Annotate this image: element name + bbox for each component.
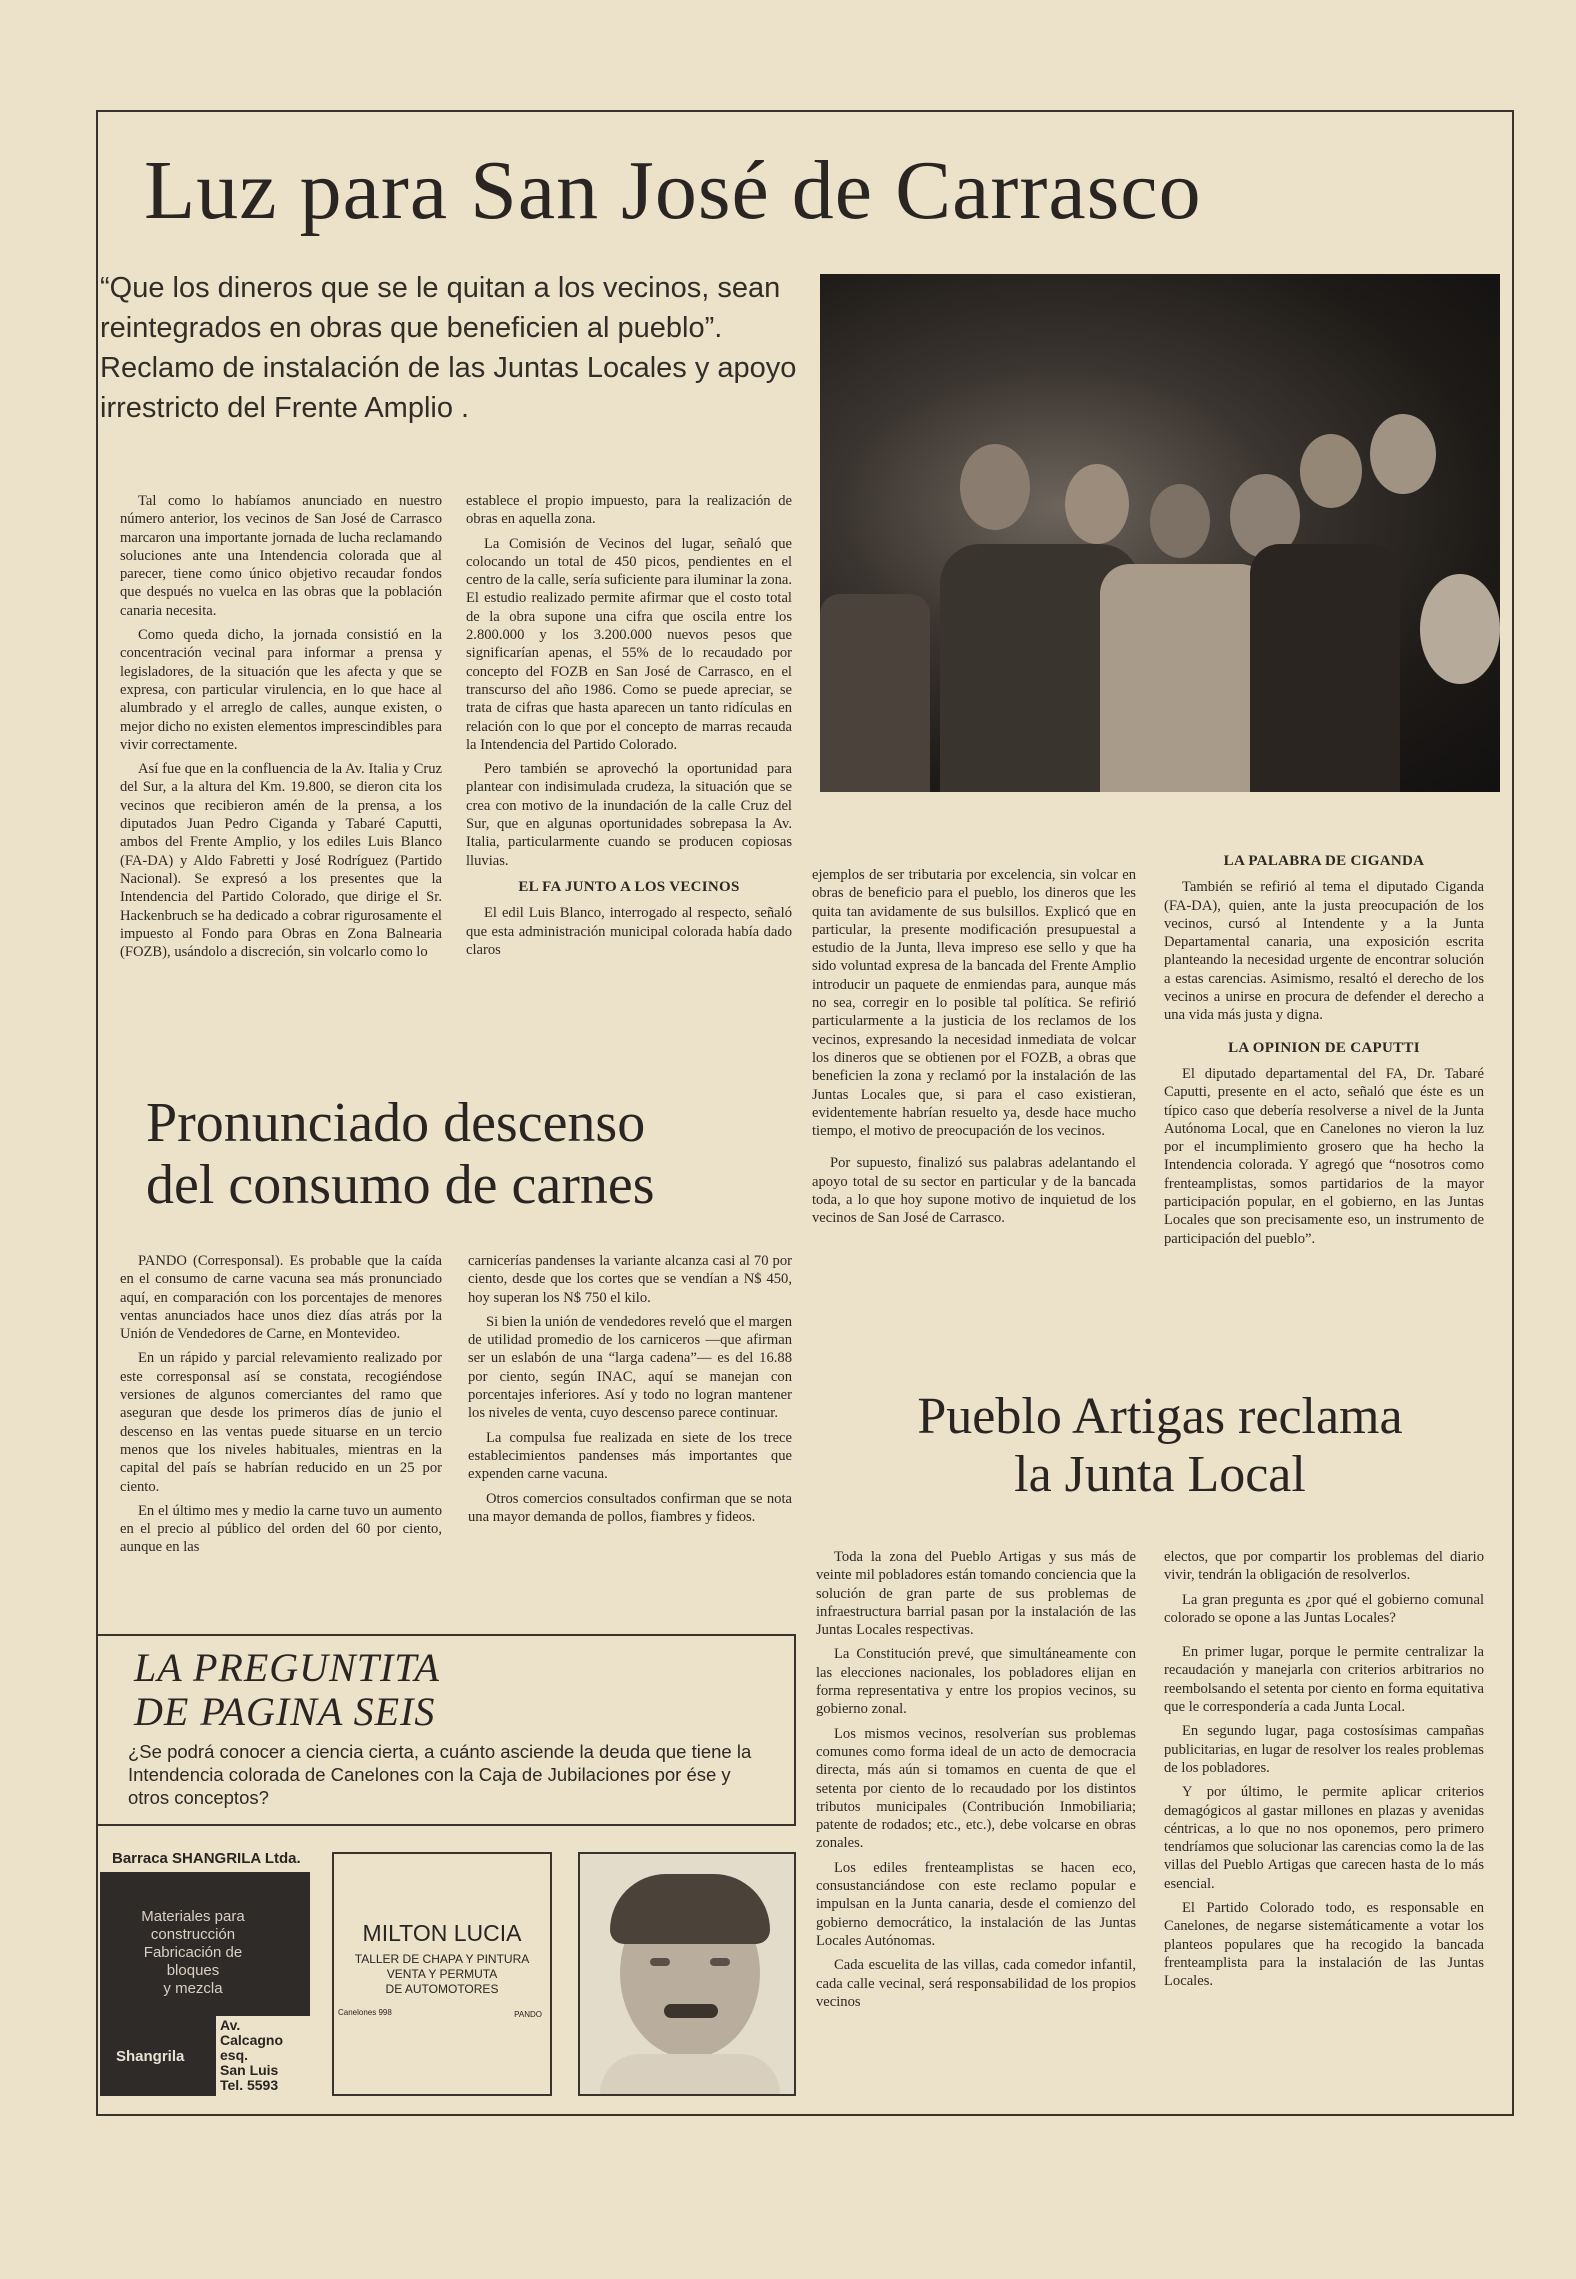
- preguntita-text: ¿Se podrá conocer a ciencia cierta, a cuánto asciende la deuda que tiene la Intendencia colorada de Canelones con la Caja de Jubilaciones por ése y otros conceptos?: [128, 1741, 752, 1808]
- artigas-headline-line1: Pueblo Artigas reclama: [917, 1388, 1403, 1445]
- shangrila-logo-text: Shangrila: [116, 2048, 185, 2065]
- main-col2-tail: El edil Luis Blanco, interrogado al respecto, señaló que esta administración municipal colorada había dado claros: [466, 905, 792, 958]
- main-col2-p2: La Comisión de Vecinos del lugar, señaló que colocando un total de 450 picos, pendientes en el centro de la calle, sería suficiente para iluminar la zona. El estudio realizado permite afirmar que el costo total de la obra supone una cifra que oscila entre los 2.800.000 y los 3.200.000 nuevos pesos que significarían apenas, el 55% de lo recaudado por concepto del FOZB en San José de Carrasco, en el transcurso del año 1986. Como se puede apreciar, se trata de cifras que hasta aparecen un tanto ridículas en relación con lo que por el concepto de marras recauda la Intendencia del Partido Colorado.: [466, 535, 792, 753]
- carnes-headline: [146, 1092, 654, 1216]
- preguntita-title-line2: DE PAGINA SEIS: [134, 1689, 436, 1734]
- shangrila-line3: Fabricación de: [143, 1944, 243, 1961]
- main-article-col4: [1164, 852, 1484, 1254]
- artigas-col1-p3: Los mismos vecinos, resolverían sus problemas comunes como forma ideal de un acto de democracia directa, más aún si tomamos en cuenta de que el setenta por ciento de lo recaudado por los distintos tributos municipales (Contribución Inmobiliaria; patente de rodados; etc., etc.), debe volcarse en obras zonales.: [816, 1725, 1136, 1852]
- artigas-col2-p3: En primer lugar, porque le permite centralizar la recaudación y manejarla con criterios arbitrarios no reembolsando el setenta por ciento en forma equitativa que le correspondería a cada Junta Local.: [1164, 1644, 1484, 1716]
- shangrila-phone: Tel. 5593: [220, 2077, 279, 2093]
- artigas-col2-p6: El Partido Colorado todo, es responsable en Canelones, de negarse sistemáticamente a votar los planteos populares que ha recogido la bancada frenteamplista para la instalación de las Juntas Locales.: [1164, 1900, 1484, 1990]
- carnes-col2: [468, 1252, 792, 1532]
- artigas-col2-p2: La gran pregunta es ¿por qué el gobierno comunal colorado se opone a las Juntas Locales?: [1164, 1591, 1484, 1626]
- carnes-col1-p1: PANDO (Corresponsal). Es probable que la caída en el consumo de carne vacuna sea más pronunciado aquí, en comparación con los porcentajes de menores ventas anunciados hace unos diez días atrás por la Unión de Vendedores de Carne, en Montevideo.: [120, 1253, 442, 1343]
- artigas-headline-line2: la Junta Local: [1014, 1446, 1306, 1503]
- carnes-col2-p4: Otros comercios consultados confirman que se nota una mayor demanda de pollos, fiambres y fideos.: [468, 1490, 792, 1525]
- main-col1-p3: Así fue que en la confluencia de la Av. Italia y Cruz del Sur, a la altura del Km. 19.800, se dieron cita los vecinos que recibieron amén de la prensa, a los diputados Juan Pedro Ciganda y Tabaré Caputti, ambos del Frente Amplio, y los ediles Luis Blanco (FA-DA) y Aldo Fabretti y José Rodríguez (Partido Nacional). Se expresó a los presentes que la Intendencia del Partido Colorado, que dirige el Sr. Hackenbruch se ha dedicado a cobrar rigurosamente el impuesto al Fondo para Obras en Zona Balnearia (FOZB), usándolo a discreción, sin volcarlo como lo: [120, 761, 442, 961]
- milton-name: MILTON LUCIA: [362, 1920, 522, 1946]
- shangrila-addr1: Av.: [220, 2017, 241, 2033]
- main-col3-p2: Por supuesto, finalizó sus palabras adelantando el apoyo total de su sector en particular y de la bancada toda, a lo que hoy supone motivo de inquietud de los vecinos de San José de Carrasco.: [812, 1155, 1136, 1227]
- artigas-col1-p5: Cada escuelita de las villas, cada comedor infantil, cada calle vecinal, será responsabilidad de los propios vecinos: [816, 1957, 1136, 2010]
- carnes-col2-p3: La compulsa fue realizada en siete de los trece establecimientos pandenses más importantes que expenden carne vacuna.: [468, 1429, 792, 1483]
- main-col1-p2: Como queda dicho, la jornada consistió en la concentración vecinal para informar a prensa y legisladores, de la situación que les afecta y que se expresa, con particular virulencia, en lo que hace al alumbrado y el arreglo de calles, aunque existen, o mejor dicho no existen elementos imprescindibles para vivir correctamente.: [120, 627, 442, 753]
- artigas-col1: [816, 1548, 1136, 2017]
- main-col2-p1: establece el propio impuesto, para la realización de obras en aquella zona.: [466, 493, 792, 528]
- milton-line3: DE AUTOMOTORES: [385, 1982, 499, 1996]
- milton-lines: [338, 1952, 546, 1997]
- main-col1-p1: Tal como lo habíamos anunciado en nuestro número anterior, los vecinos de San José de Carrasco marcaron una importante jornada de lucha reclamando soluciones ante una Intendencia colorada que al parecer, tiene como único objetivo recaudar fondos que después no vuelca en las obras que la población canaria necesita.: [120, 493, 442, 619]
- shangrila-addr4: San Luis: [220, 2062, 279, 2078]
- subhead-caputti: LA OPINION DE CAPUTTI: [1228, 1039, 1420, 1056]
- main-article-col2: [466, 492, 792, 965]
- crowd-photo: [820, 274, 1500, 792]
- carnes-col2-p1: carnicerías pandenses la variante alcanza casi al 70 por ciento, desde que los cortes que se vendían a N$ 450, hoy superan los N$ 750 el kilo.: [468, 1253, 792, 1306]
- carnes-col1-p3: En el último mes y medio la carne tuvo un aumento en el precio al público del orden del 60 por ciento, aunque en las: [120, 1502, 442, 1556]
- milton-small-right: PANDO: [514, 2010, 542, 2019]
- shangrila-line1: Materiales para: [141, 1908, 245, 1925]
- milton-lucia-ad: [332, 1852, 552, 2096]
- carnes-headline-line1: Pronunciado descenso: [146, 1092, 646, 1154]
- milton-small-left: Canelones 998: [338, 2008, 392, 2017]
- shangrila-ad-lines: [100, 1908, 286, 1998]
- main-col4-p2: El diputado departamental del FA, Dr. Tabaré Caputti, presente en el acto, señaló que éste es un típico caso que debería resolverse a nivel de la Junta Autónoma Local, que en Canelones no vieron la luz por el incumplimiento grosero que ha hecho la Intendencia colorada. Y agregó que “nosotros como frenteamplistas, somos partidarios de la mayor participación popular, en el gobierno, en las Juntas Locales que son precisamente eso, un instrumento de participación del pueblo”.: [1164, 1065, 1484, 1247]
- main-article-col1: [120, 492, 442, 967]
- artigas-col1-p1: Toda la zona del Pueblo Artigas y sus más de veinte mil pobladores están tomando conciencia que la solución de gran parte de sus problemas de infraestructura barrial pasan por la instalación de las Juntas Locales respectivas.: [816, 1549, 1136, 1639]
- artigas-col2-p4: En segundo lugar, paga costosísimas campañas publicitarias, en lugar de resolver los reales problemas de los pobladores.: [1164, 1723, 1484, 1776]
- shangrila-line5: y mezcla: [163, 1980, 223, 1997]
- subhead-ciganda: LA PALABRA DE CIGANDA: [1223, 853, 1425, 869]
- shangrila-line2: construcción: [150, 1926, 236, 1943]
- milton-line2: VENTA Y PERMUTA: [386, 1967, 498, 1981]
- preguntita-title: [134, 1646, 440, 1734]
- preguntita-title-line1: LA PREGUNTITA: [134, 1645, 440, 1690]
- carnes-col1: [120, 1252, 442, 1563]
- main-article-col3: [812, 866, 1136, 1234]
- artigas-col2: [1164, 1548, 1484, 1997]
- shangrila-addr3: esq.: [220, 2047, 249, 2063]
- milton-line1: TALLER DE CHAPA Y PINTURA: [354, 1952, 530, 1966]
- main-col4-p1: También se refirió al tema el diputado Ciganda (FA-DA), quien, ante la justa preocupación de los vecinos, cursó al Intendente y a la Junta Departamental canaria, una exposición escrita planteando la necesidad urgente de encontrar solución a estas carencias. Asimismo, resaltó el derecho de los vecinos a unirse en procura de defender el derecho a una vida más justa y digna.: [1164, 879, 1484, 1024]
- carnes-col1-p2: En un rápido y parcial relevamiento realizado por este corresponsal así se constata, recogiéndose versiones de algunos comerciantes del ramo que aseguran que desde los primeros días de junio el descenso en las ventas puede situarse en un tercio menos que los niveles habituales, mientras en la capital del país se habrían reducido en un 25 por ciento.: [120, 1350, 442, 1495]
- preguntita-box: [96, 1634, 796, 1826]
- main-headline: Luz para San José de Carrasco: [144, 144, 1202, 237]
- artigas-headline: [820, 1388, 1500, 1504]
- artigas-col1-p2: La Constitución prevé, que simultáneamente con las elecciones nacionales, los pobladores elijan en forma representativa y entre los propios vecinos, su gobierno zonal.: [816, 1646, 1136, 1718]
- artigas-col2-p1: electos, que por compartir los problemas del diario vivir, tendrán la obligación de resolverlos.: [1164, 1549, 1484, 1584]
- main-col3-p1: ejemplos de ser tributaria por excelencia, sin volcar en obras de beneficio para el pueblo, los dineros que les quita tan avidamente de sus bulsillos. Explicó que en particular, la presente modificación presupuestal a estudio de la Junta, lleva impreso ese sello y que ha sido voluntad expresa de la bancada del Frente Amplio introducir un paquete de enmiendas para, aunque más no sea, corregir en lo posible tal política. Se refirió particularmente a la justicia de los reclamos de los vecinos, expresando la necesidad inmediata de volcar los dineros que se obtienen por el FOZB, a obras que beneficien la zona y reclamó por la instalación de las Juntas Locales que, si para el caso existieran, evidentemente habrían resuelto ya, desde hace mucho tiempo, el motivo de preocupación de los vecinos.: [812, 867, 1136, 1140]
- carnes-col2-p2: Si bien la unión de vendedores reveló que el margen de utilidad promedio de los carniceros —que afirman ser un eslabón de una “larga cadena”— es del 16.88 por ciento, según INAC, aquí se manejan con porcentajes inferiores. Así y todo no logran mantener los niveles de venta, cuyo descenso parece continuar.: [468, 1313, 792, 1422]
- shangrila-addr2: Calcagno: [220, 2032, 284, 2048]
- main-col2-p3: Pero también se aprovechó la oportunidad para plantear con indisimulada crudeza, la situación que se crea con motivo de la inundación de la calle Cruz del Sur, que en algunas oportunidades sobrepasa la Av. Italia, particularmente cuando se producen copiosas lluvias.: [466, 761, 792, 869]
- subhead-fa-vecinos: EL FA JUNTO A LOS VECINOS: [518, 878, 740, 895]
- shangrila-address: [216, 2016, 310, 2096]
- portrait-photo: [578, 1852, 796, 2096]
- main-deck: “Que los dineros que se le quitan a los vecinos, sean reintegrados en obras que beneficien al pueblo”. Reclamo de instalación de las Juntas Locales y apoyo irrestricto del Frente Amplio .: [100, 272, 797, 424]
- carnes-headline-line2: del consumo de carnes: [146, 1154, 655, 1216]
- artigas-col1-p4: Los ediles frenteamplistas se hacen eco, consustanciándose con este reclamo popular e impulsan en la Junta canaria, desde el comienzo del gobierno democrático, la instalación de las Juntas Locales Autónomas.: [816, 1859, 1136, 1949]
- shangrila-line4: bloques: [166, 1962, 220, 1979]
- artigas-col2-p5: Y por último, le permite aplicar criterios demagógicos al gastar millones en plazas y avenidas céntricas, a lo que no nos oponemos, pero primero tendríamos que solucionar las carencias como la de las villas del Pueblo Artigas que carecen hasta de lo más esencial.: [1164, 1784, 1484, 1892]
- shangrila-ad-header: Barraca SHANGRILA Ltda.: [112, 1850, 301, 1867]
